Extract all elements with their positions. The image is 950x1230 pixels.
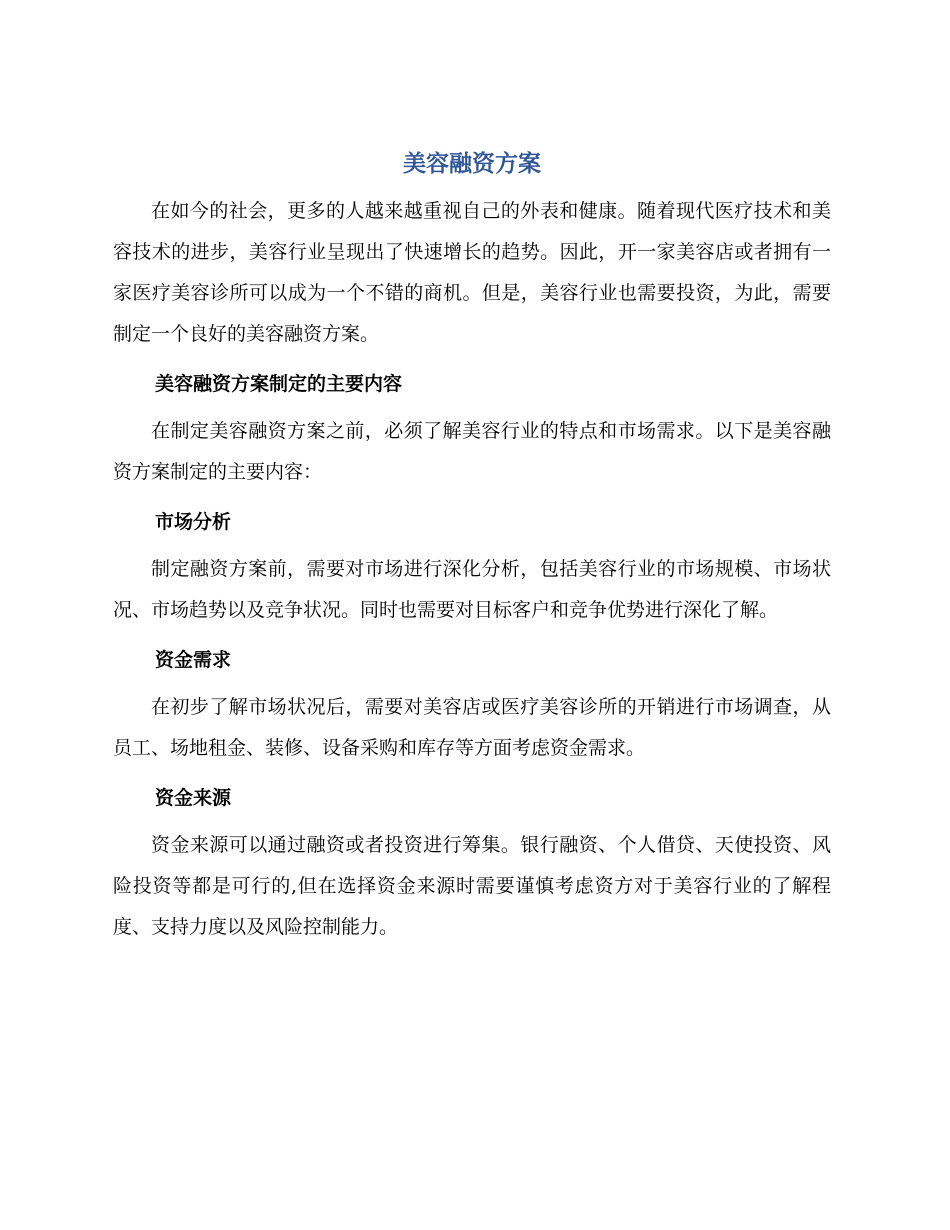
- section-heading-main-content: 美容融资方案制定的主要内容: [155, 373, 403, 395]
- section-heading-funding-needs: 资金需求: [155, 649, 232, 671]
- section-heading-funding-sources: 资金来源: [155, 787, 232, 809]
- document-title: 美容融资方案: [403, 151, 541, 177]
- section-heading-market-analysis: 市场分析: [155, 511, 232, 533]
- section-paragraph-funding-sources: 资金来源可以通过融资或者投资进行筹集。银行融资、个人借贷、天使投资、风险投资等都是可行的,但在选择资金来源时需要谨慎考虑资方对于美容行业的了解程度、支持力度以及风险控制能力。: [113, 834, 831, 938]
- section-paragraph-funding-needs: 在初步了解市场状况后，需要对美容店或医疗美容诊所的开销进行市场调查，从员工、场地租金、装修、设备采购和库存等方面考虑资金需求。: [113, 696, 831, 759]
- document-body: [113, 147, 831, 948]
- intro-paragraph: 在如今的社会，更多的人越来越重视自己的外表和健康。随着现代医疗技术和美容技术的进步，美容行业呈现出了快速增长的趋势。因此，开一家美容店或者拥有一家医疗美容诊所可以成为一个不错的商机。但是，美容行业也需要投资，为此，需要制定一个良好的美容融资方案。: [113, 200, 831, 345]
- section-paragraph-market-analysis: 制定融资方案前，需要对市场进行深化分析，包括美容行业的市场规模、市场状况、市场趋势以及竞争状况。同时也需要对目标客户和竞争优势进行深化了解。: [113, 558, 831, 621]
- section-paragraph-main-content: 在制定美容融资方案之前，必须了解美容行业的特点和市场需求。以下是美容融资方案制定的主要内容：: [113, 420, 831, 483]
